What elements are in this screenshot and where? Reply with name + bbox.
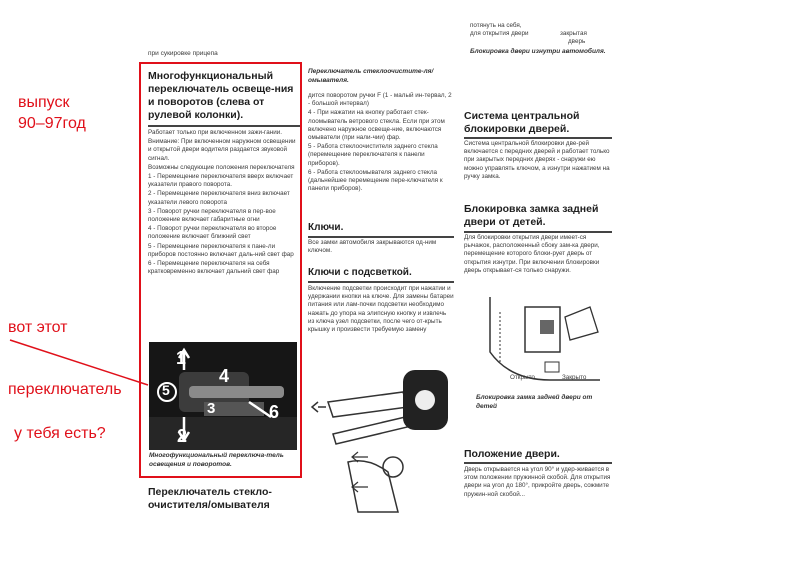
light-keys-title: Ключи с подсветкой. xyxy=(308,267,412,278)
col2-top-caption: Переключатель стеклоочистите-ля/омывателя. xyxy=(308,68,434,84)
switch-caption: Многофункциональный переключа-тель освещения и поворотов. xyxy=(149,452,284,468)
callout-5: 5 xyxy=(162,382,170,398)
col1-para: Внимание: При включенном наружном освещении и открытой двери водителя раздается звуковой сигнал. xyxy=(148,138,296,162)
col3-top-a: потянуть на себя, xyxy=(470,22,522,29)
callout-4: 4 xyxy=(219,366,230,386)
col2-para: 5 - Работа стеклоочистителя заднего стекла (перемещение переключателя к панели приборов). xyxy=(308,143,438,167)
callout-6: 6 xyxy=(269,402,280,422)
this-one-annotation: вот этот xyxy=(8,319,68,336)
col3-top-caption: Блокировка двери изнутри автомобиля. xyxy=(470,48,606,55)
col2-para: 6 - Работа стеклоомывателя заднего стекла (дальнейшее перемещение пере-ключателя к панели приборов). xyxy=(308,168,443,193)
child-lock-title: Блокировка замка задней двери от детей. xyxy=(464,203,599,228)
col1-para: 5 - Перемещение переключателя к пане-ли приборов постоянно включает даль-ний свет фар xyxy=(148,242,294,258)
callout-3: 3 xyxy=(207,400,216,417)
col1-para: 2 - Перемещение переключателя вниз включает указатели левого поворота xyxy=(148,190,290,206)
col1-para: 3 - Поворот ручки переключателя в пер-вое положение включает габаритные огни xyxy=(148,207,276,224)
door-position-body: Дверь открывается на угол 90° и удер-живается в этом положении пружинной скобой. Для открытия двери на угол до 180°, прикройте дверь, сожмите пружин-ной скобой... xyxy=(464,466,611,498)
central-lock-title: Система центральной блокировки дверей. xyxy=(464,110,580,135)
switch-annotation: переключатель xyxy=(8,381,122,398)
col3-top-d: дверь xyxy=(568,38,586,45)
central-lock-body: Система центральной блокировки две-рей включается с передних дверей и работает только при закрытых передних дверях - снаружи ею можно управлять ключом, а изнутри нажатием на ручку замка. xyxy=(464,140,610,180)
child-lock-caption: Блокировка замка задней двери от детей xyxy=(476,394,593,410)
col3-top-c: закрытая xyxy=(560,30,587,37)
col3-top-b: для открытия двери xyxy=(470,30,529,37)
col1-para: 4 - Поворот ручки переключателя во второе положение включает ближний свет xyxy=(148,225,277,241)
open-label: Открыто xyxy=(510,374,535,381)
col2-para: 4 - При нажатии на кнопку работает стек-лоомыватель ветрового стекла. Если при этом включено наружное освеще-ние, включаются омыватели (при нали-чии) фар. xyxy=(308,109,445,142)
col1-para: 6 - Перемещение переключателя на себя кратковременно включает дальний свет фар xyxy=(148,260,280,276)
closed-label: Закрыто xyxy=(562,374,587,381)
col1-bottom-title: Переключатель стекло-очистителя/омывателя xyxy=(148,486,272,511)
col1-top-line: при сукировке прицепа xyxy=(148,50,218,57)
col1-title: Многофункциональный переключатель освеще-ния и поворотов (слева от рулевой колонки). xyxy=(148,70,294,121)
question-annotation: у тебя есть? xyxy=(14,425,106,442)
col1-para: Возможны следующие положения переключателя xyxy=(148,163,295,171)
col1-para: Работает только при включенном зажи-гании. xyxy=(148,129,282,136)
light-keys-body: Включение подсветки происходит при нажатии и удержании кнопки на ключе. Для замены батареи питания или лам-почки подсветки необходимо нажать до упора на элипсную кнопку и извлечь из ключа узел подсветки, после чего от-крыть крышку и произвести требуемую замену xyxy=(308,285,454,334)
keys-body: Все замки автомобиля закрываются од-ним ключом. xyxy=(308,239,437,255)
callout-1: 1 xyxy=(176,348,187,368)
child-lock-body: Для блокировки открытия двери имеет-ся рычажок, расположенный сбоку зам-ка двери, перемещение которого блоки-рует дверь от открытия изнутри. При включении блокировки дверь открывает-ся только снаружи. xyxy=(464,234,600,274)
col1-para: 1 - Перемещение переключателя вверх включает указатели правого поворота. xyxy=(148,173,294,189)
callout-2: 2 xyxy=(177,426,188,446)
edition-annotation: выпуск 90–97год xyxy=(18,94,86,132)
col2-para: дится поворотом ручки F (1 - малый ин-тервал, 2 - большой интервал) xyxy=(308,92,452,108)
keys-title: Ключи. xyxy=(308,222,344,233)
door-position-title: Положение двери. xyxy=(464,448,560,460)
